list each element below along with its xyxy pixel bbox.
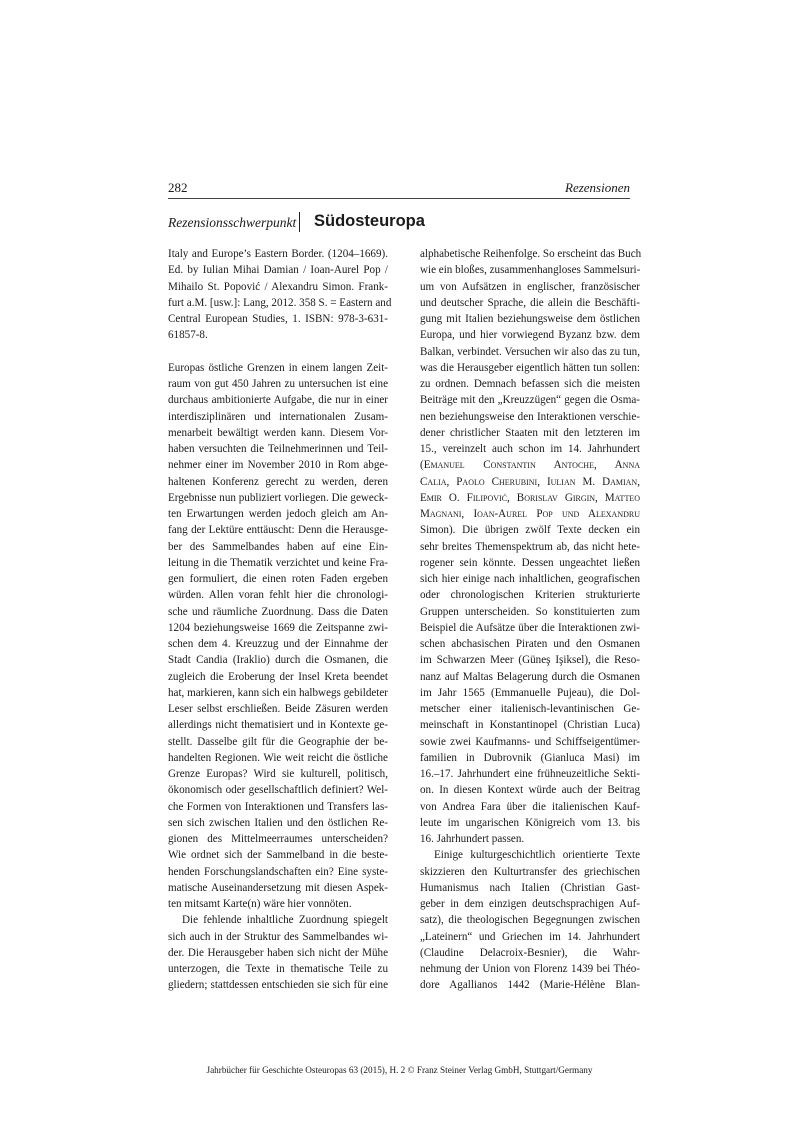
right-column [420,246,640,994]
left-column [168,246,392,994]
text-line: Gruppen unterscheiden. So konstituierten zum [420,605,640,618]
text-line: allerdings nicht thematisiert und in Kontexte ge- [168,719,388,732]
text-line: Ergebnisse nun publiziert vorliegen. Die geweck- [168,491,388,504]
text-line: der. Die Herausgeber haben sich nicht der Mühe [168,946,388,959]
text-line: nen beziehungsweise den Interaktionen verschie- [420,410,640,423]
paragraph-gap [168,344,388,360]
text-line: skizzieren den Kulturtransfer des griechischen [420,865,640,878]
text-line: Wie ordnet sich der Sammelband in die beste- [168,849,388,862]
running-head: Rezensionen [565,180,630,195]
text-line: im Schwarzen Meer (Güneş Işiksel), die Reso- [420,654,640,667]
text-line: meinschaft in Konstantinopel (Christian Luca) [420,719,640,732]
text-line: furt a.M. [usw.]: Lang, 2012. 358 S. = Eastern and [168,296,392,309]
text-line: wie ein bloßes, zusammenhangloses Sammelsuri- [420,264,641,277]
text-line: oder chronologischen Kriterien strukturierte [420,589,640,602]
text-line: Ed. by Iulian Mihai Damian / Ioan-Aurel Pop / [168,264,388,277]
text-line: leitung in die Thematik verzichtet und keine Fra- [168,556,388,569]
section-title: Südosteuropa [314,212,425,230]
text-line: 1204 beziehungsweise 1669 die Zeitspanne zwi- [168,621,388,634]
text-line: zu ordnen. Demnach befassen sich die meisten [420,378,640,390]
text-line: hat, markieren, kann sich ein halbwegs gebildeter [168,686,388,699]
text-line: nanz auf Maltas Belagerung durch die Osmanen [420,670,640,683]
text-line: geber in dem einzigen deutschsprachigen Auf- [420,898,640,910]
text-line: ten mitsamt Karte(n) wäre hier vonnöten. [168,898,352,910]
text-line: Leser selbst erschließen. Beide Zäsuren werden [168,703,388,715]
text-line: on. In diesen Kontext würde auch der Beitrag [420,784,640,797]
text-line: ten Erwartungen werden jedoch gleich am An- [168,508,388,520]
text-line: che Formen von Interaktionen und Transfers las- [168,800,388,813]
text-line: stellt. Dasselbe gilt für die Geographie der be- [168,735,388,748]
text-line: durchaus ambitionierte Aufgabe, die nur in einer [168,394,388,407]
text-line: gen formuliert, die einen roten Faden ergeben [168,573,388,585]
text-line: rogener sein könnte. Dessen ungeachtet ließen [420,556,640,569]
text-line: von Andrea Fara über die italienischen Kauf- [420,800,640,813]
text-line: Balkan, verbindet. Versuchen wir also das zu tun, [420,345,640,358]
text-line: haltenen Konferenz gerecht zu werden, deren [168,475,388,488]
header-rule [168,198,630,199]
text-line: schen abchasischen Piraten und den Osmanen [420,638,640,650]
text-line: sehr breites Themenspektrum ab, das nicht hete- [420,540,640,553]
text-line: fang der Lektüre enttäuscht: Denn die Herausge- [168,524,388,537]
text-line: Magnani, Ioan-Aurel Pop und Alexandru [420,508,640,520]
text-line: leute im ungarischen Königreich vom 13. bis [420,816,640,829]
text-line: (Claudine Delacroix-Besnier), die Wahr- [420,946,640,959]
text-line: zugleich die Eroberung der Insel Kreta beendet [168,670,388,683]
text-line: Calia, Paolo Cherubini, Iulian M. Damian, [420,475,640,488]
text-line: familien in Dubrovnik (Gianluca Masi) im [420,751,640,764]
text-line: satz), die theologischen Begegnungen zwischen [420,914,640,927]
text-line: sich auch in der Struktur des Sammelbandes wi- [168,930,388,943]
text-line: nehmer einer im November 2010 in Rom abge- [168,459,388,472]
text-line: dore Agallianos 1442 (Marie-Hélène Blan- [420,979,640,992]
text-line: sowie zwei Kaufmanns- und Schiffseigentümer- [420,735,640,748]
text-line: unterzogen, die Texte in thematische Teile zu [168,963,388,975]
text-line: interdisziplinären und internationalen Zusam- [168,410,388,423]
text-line: nehmung der Union von Florenz 1439 bei Théo- [420,963,640,975]
text-line: sich hier einige nach inhaltlichen, geografischen [420,573,640,585]
text-line: 15., vereinzelt auch schon im 14. Jahrhundert [420,443,640,455]
text-line: Beiträge mit den „Kreuzzügen“ gegen die Osma- [420,394,640,407]
text-line: Simon). Die übrigen zwölf Texte decken ein [420,524,640,537]
text-line: Italy and Europe’s Eastern Border. (1204–1669). [168,248,388,260]
text-line: Humanismus nach Italien (Christian Gast- [420,881,640,894]
text-line: metscher einer italienisch-levantinischen Ge- [420,703,640,715]
text-line: Emir O. Filipović, Borislav Girgin, Matteo [420,491,640,504]
text-line: 61857-8. [168,329,208,342]
text-line: Europa, und hier vorwiegend Byzanz bzw. dem [420,329,640,342]
text-line: henden Forschungslandschaften ein? Eine syste- [168,865,388,878]
text-line: sen sich zwischen Italien und den östlichen Re- [168,816,388,829]
text-line: Europas östliche Grenzen in einem langen Zeit- [168,361,388,374]
text-line: gionen des Mittelmeerraumes unterscheiden? [168,833,388,845]
text-line: dener christlicher Staaten mit den letzteren im [420,426,640,439]
text-line: schen dem 4. Kreuzzug und der Einnahme der [168,638,388,650]
text-line: alphabetische Reihenfolge. So erscheint das Buch [420,248,642,260]
text-line: gliedern; stattdessen entschieden sie sich für eine [168,979,388,992]
text-line: gung mit Italien beziehungsweise dem östlichen [420,313,640,325]
page-number: 282 [168,180,188,195]
text-line: ber des Sammelbandes haben auf eine Ein- [168,540,388,553]
text-line: handelten Regionen. Wie weit reicht die östliche [168,751,388,764]
text-line: im Jahr 1565 (Emmanuelle Pujeau), die Dol- [420,686,640,699]
text-line: würden. Allen voran fehlt hier die chronologi- [168,589,388,602]
text-line: Die fehlende inhaltliche Zuordnung spiegelt [182,914,388,927]
text-line: matische Auseinandersetzung mit diesen Aspek- [168,881,388,894]
text-line: raum von gut 450 Jahren zu untersuchen ist eine [168,378,388,390]
text-line: 16.–17. Jahrhundert eine frühneuzeitliche Sekti- [420,768,640,780]
text-line: menarbeit bewältigt werden kann. Diesem Vor- [168,426,388,439]
page-header [168,180,630,200]
text-line: um von Aufsätzen in englischer, französischer [420,280,640,293]
text-line: und deutscher Sprache, die allein die Beschäfti- [420,296,640,309]
text-line: Beispiel die Aufsätze über die Interaktionen zwi- [420,621,640,634]
text-line: Mihailo St. Popović / Alexandru Simon. Frank- [168,280,388,293]
text-line: Einige kulturgeschichtlich orientierte Texte [434,849,640,862]
text-line: (Emanuel Constantin Antoche, Anna [420,459,640,472]
text-line: sche und räumliche Zuordnung. Dass die Daten [168,605,388,618]
text-line: Stadt Candia (Iraklio) durch die Osmanen, die [168,654,388,667]
section-divider [299,212,300,232]
text-line: ökonomisch oder gesellschaftlich definiert? Wel- [168,784,388,797]
text-line: „Lateinern“ und Griechen im 14. Jahrhundert [420,930,640,943]
text-line: Grenze Europas? Wird sie kulturell, politisch, [168,768,388,780]
text-line: was die Herausgeber eigentlich hätten tun sollen: [420,361,640,374]
text-line: 16. Jahrhundert passen. [420,833,525,845]
text-line: Central European Studies, 1. ISBN: 978-3-631- [168,313,388,325]
text-line: haben versuchten die Teilnehmerinnen und Teil- [168,443,388,455]
section-label: Rezensionsschwerpunkt [168,215,297,230]
page-footer: Jahrbücher für Geschichte Osteuropas 63 (2015), H. 2 © Franz Steiner Verlag GmbH, Stuttgart/Germany [206,1065,593,1075]
